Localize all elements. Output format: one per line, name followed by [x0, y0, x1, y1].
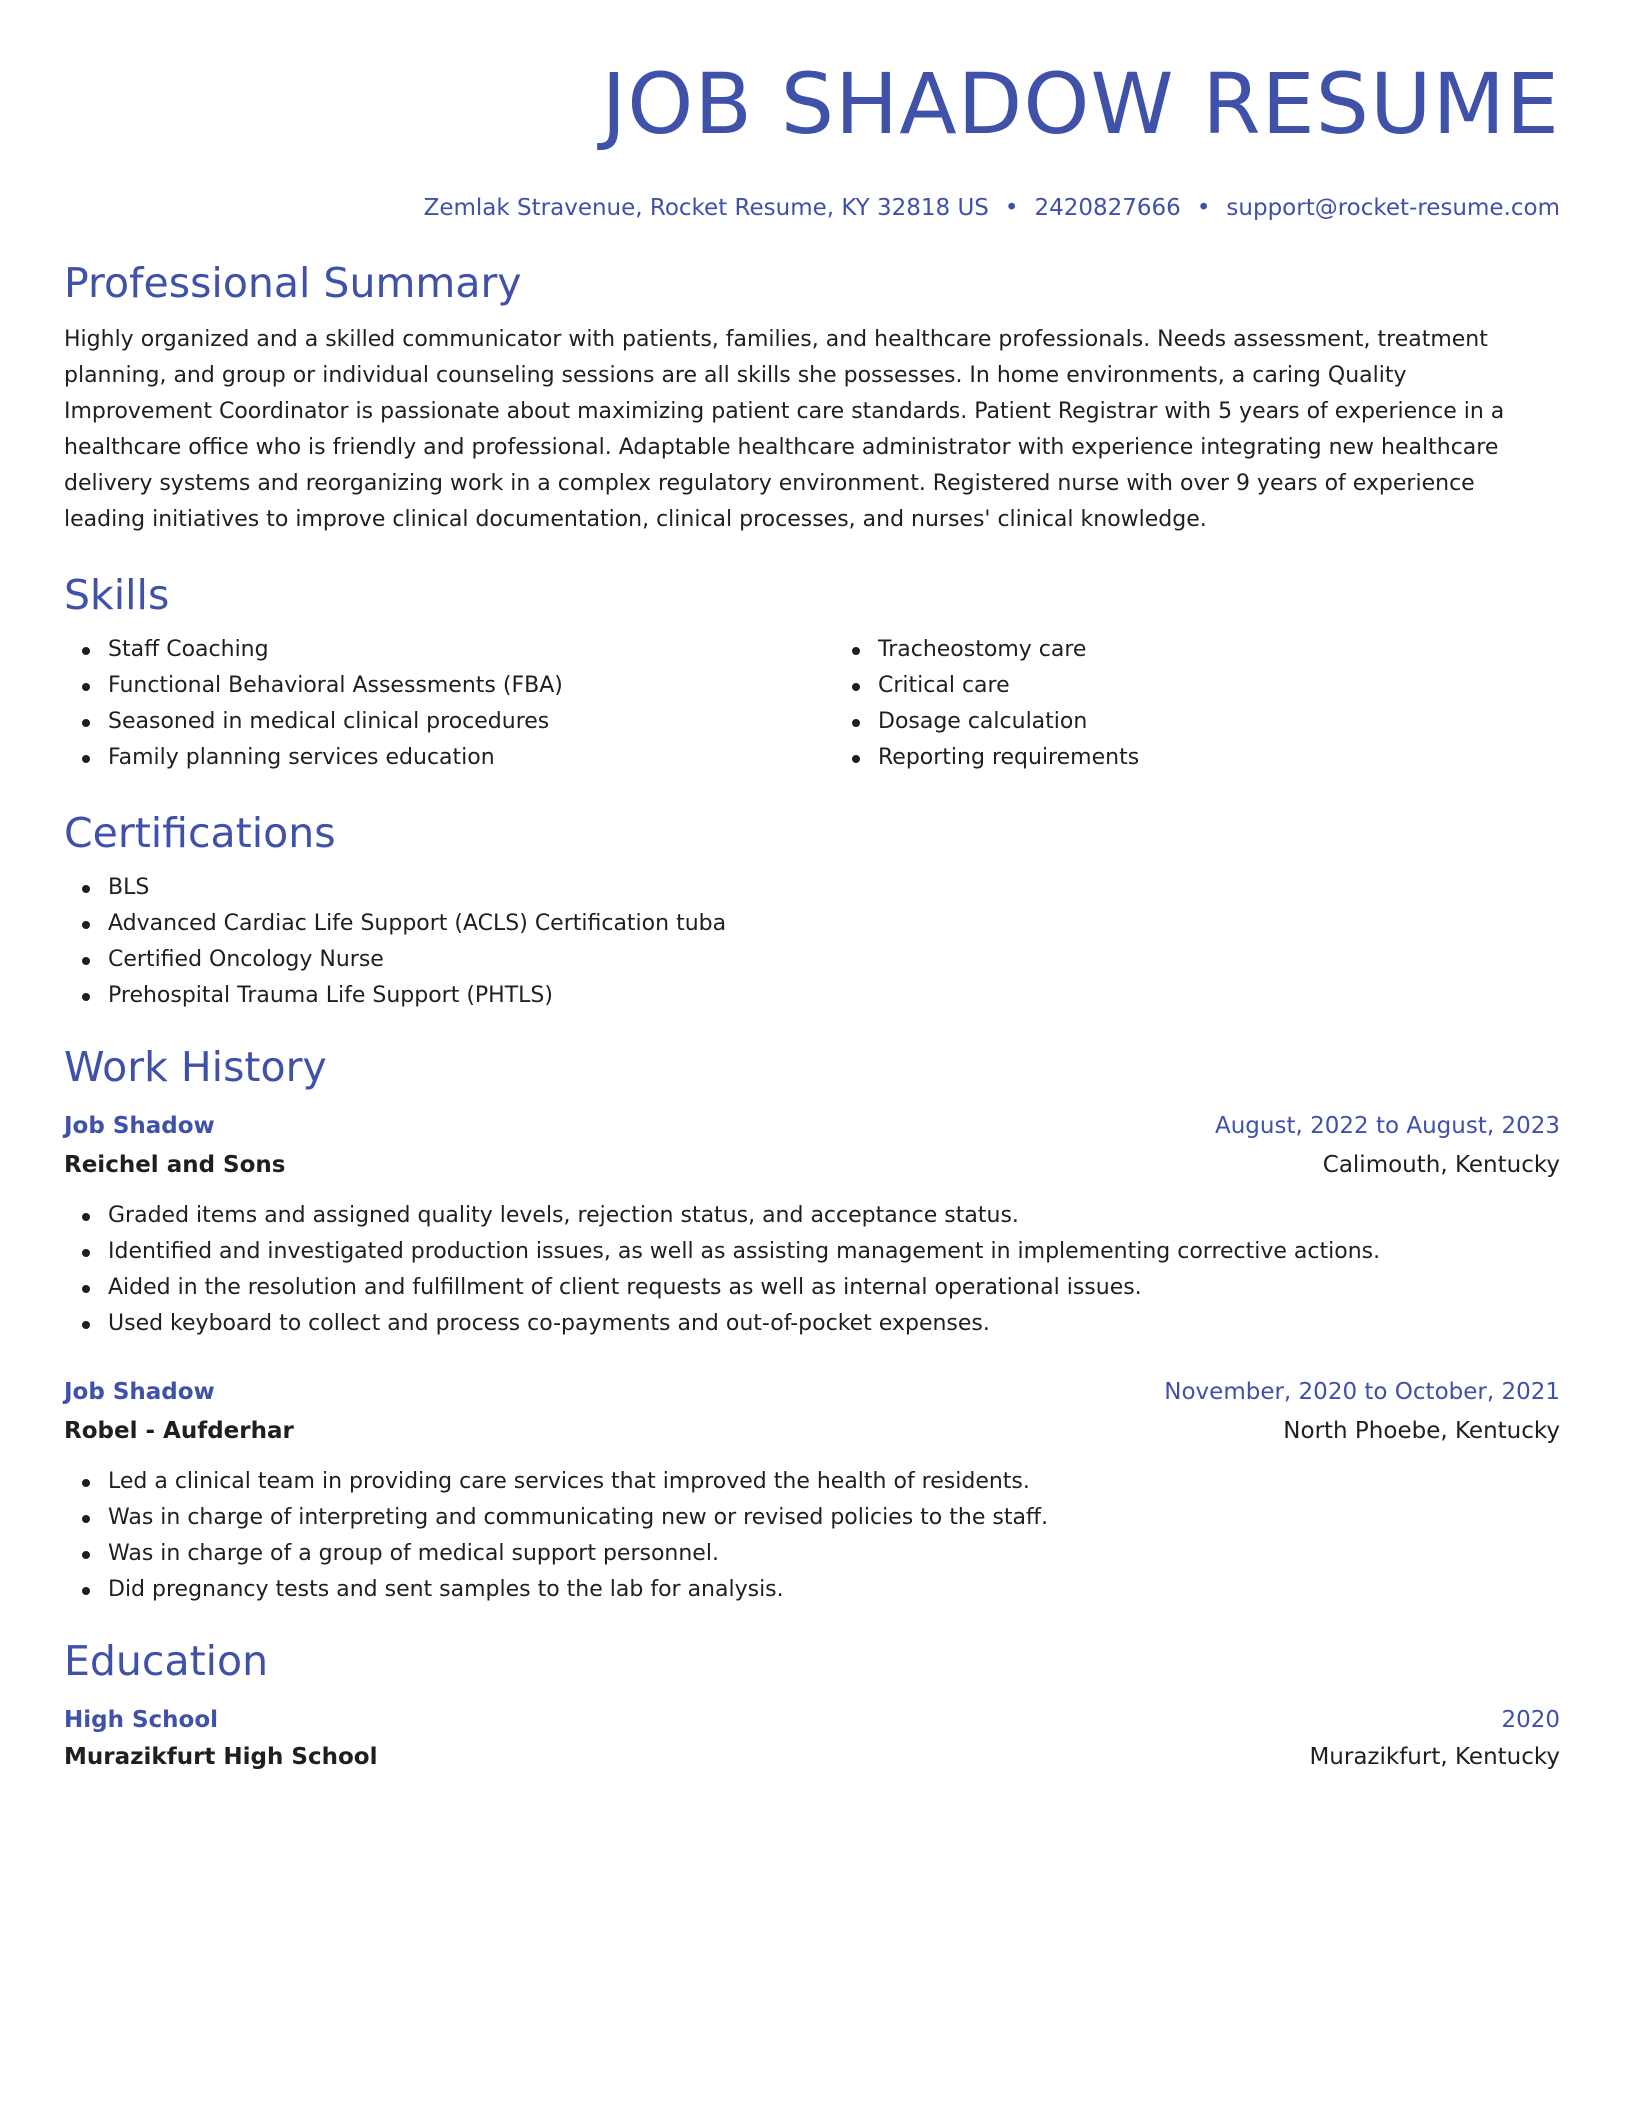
- job-bullets: [64, 1464, 1560, 1608]
- job-header-row: [64, 1108, 1560, 1144]
- job-employer-row: [64, 1146, 1560, 1184]
- job-bullet: Identified and investigated production issues, as well as assisting management in implementing corrective actions.: [108, 1234, 1560, 1270]
- section-title-certifications: Certifications: [64, 809, 336, 857]
- job-employer: Reichel and Sons: [64, 1152, 286, 1178]
- certification-item: BLS: [108, 870, 1560, 906]
- education-year: 2020: [1501, 1707, 1560, 1733]
- job-bullet: Used keyboard to collect and process co-payments and out-of-pocket expenses.: [108, 1306, 1560, 1342]
- section-title-education: Education: [64, 1637, 269, 1685]
- education-section: [64, 1636, 1560, 1776]
- job-dates: November, 2020 to October, 2021: [1164, 1379, 1560, 1405]
- job-entry: [64, 1108, 1560, 1342]
- skill-item: Reporting requirements: [878, 740, 1560, 776]
- section-title-skills: Skills: [64, 571, 170, 619]
- skill-item: Family planning services education: [108, 740, 790, 776]
- work-history-section: [64, 1042, 1560, 1608]
- skills-grid: [64, 632, 1560, 776]
- job-employer-row: [64, 1412, 1560, 1450]
- job-title: Job Shadow: [64, 1379, 215, 1405]
- certification-item: Prehospital Trauma Life Support (PHTLS): [108, 978, 1560, 1014]
- job-header-row: [64, 1374, 1560, 1410]
- skill-item: Staff Coaching: [108, 632, 790, 668]
- education-degree: High School: [64, 1707, 219, 1733]
- job-bullets: [64, 1198, 1560, 1342]
- job-dates: August, 2022 to August, 2023: [1215, 1113, 1560, 1139]
- skill-item: Tracheostomy care: [878, 632, 1560, 668]
- job-bullet: Aided in the resolution and fulfillment of client requests as well as internal operational issues.: [108, 1270, 1560, 1306]
- resume-page: [64, 56, 1560, 1776]
- contact-line: [64, 192, 1560, 224]
- job-title: Job Shadow: [64, 1113, 215, 1139]
- education-school: Murazikfurt High School: [64, 1744, 378, 1770]
- job-bullet: Was in charge of a group of medical support personnel.: [108, 1536, 1560, 1572]
- skill-item: Functional Behavioral Assessments (FBA): [108, 668, 790, 704]
- summary-section: [64, 258, 1560, 538]
- section-title-work-history: Work History: [64, 1043, 327, 1091]
- contact-address: Zemlak Stravenue, Rocket Resume, KY 32818 US: [423, 195, 989, 221]
- education-header-row: [64, 1702, 1560, 1738]
- skill-item: Seasoned in medical clinical procedures: [108, 704, 790, 740]
- certifications-list: [64, 870, 1560, 1014]
- education-entry: [64, 1702, 1560, 1776]
- skill-item: Dosage calculation: [878, 704, 1560, 740]
- certification-item: Certified Oncology Nurse: [108, 942, 1560, 978]
- job-location: North Phoebe, Kentucky: [1283, 1418, 1560, 1444]
- contact-separator: •: [1004, 195, 1019, 221]
- skill-item: Critical care: [878, 668, 1560, 704]
- education-school-row: [64, 1738, 1560, 1776]
- job-bullet: Led a clinical team in providing care services that improved the health of residents.: [108, 1464, 1560, 1500]
- certifications-section: [64, 808, 1560, 1014]
- section-title-summary: Professional Summary: [64, 259, 522, 307]
- skills-list-left: [64, 632, 790, 776]
- resume-title: JOB SHADOW RESUME: [601, 55, 1560, 153]
- job-entry: [64, 1374, 1560, 1608]
- contact-email: support@rocket-resume.com: [1226, 195, 1560, 221]
- job-bullet: Did pregnancy tests and sent samples to the lab for analysis.: [108, 1572, 1560, 1608]
- education-location: Murazikfurt, Kentucky: [1309, 1744, 1560, 1770]
- job-bullet: Graded items and assigned quality levels, rejection status, and acceptance status.: [108, 1198, 1560, 1234]
- contact-separator: •: [1196, 195, 1211, 221]
- certification-item: Advanced Cardiac Life Support (ACLS) Certification tuba: [108, 906, 1560, 942]
- skills-section: [64, 570, 1560, 776]
- summary-text: Highly organized and a skilled communicator with patients, families, and healthcare professionals. Needs assessment, treatment planning, and group or individual counseling sessions are all skills she possesses. In home environments, a caring Quality Improvement Coordinator is passionate about maximizing patient care standards. Patient Registrar with 5 years of experience in a healthcare office who is friendly and professional. Adaptable healthcare administrator with experience integrating new healthcare delivery systems and reorganizing work in a complex regulatory environment. Registered nurse with over 9 years of experience leading initiatives to improve clinical documentation, clinical processes, and nurses' clinical knowledge.: [64, 327, 1505, 532]
- job-employer: Robel - Aufderhar: [64, 1418, 294, 1444]
- contact-phone: 2420827666: [1034, 195, 1181, 221]
- job-location: Calimouth, Kentucky: [1322, 1152, 1560, 1178]
- skills-list-right: [790, 632, 1560, 776]
- job-bullet: Was in charge of interpreting and communicating new or revised policies to the staff.: [108, 1500, 1560, 1536]
